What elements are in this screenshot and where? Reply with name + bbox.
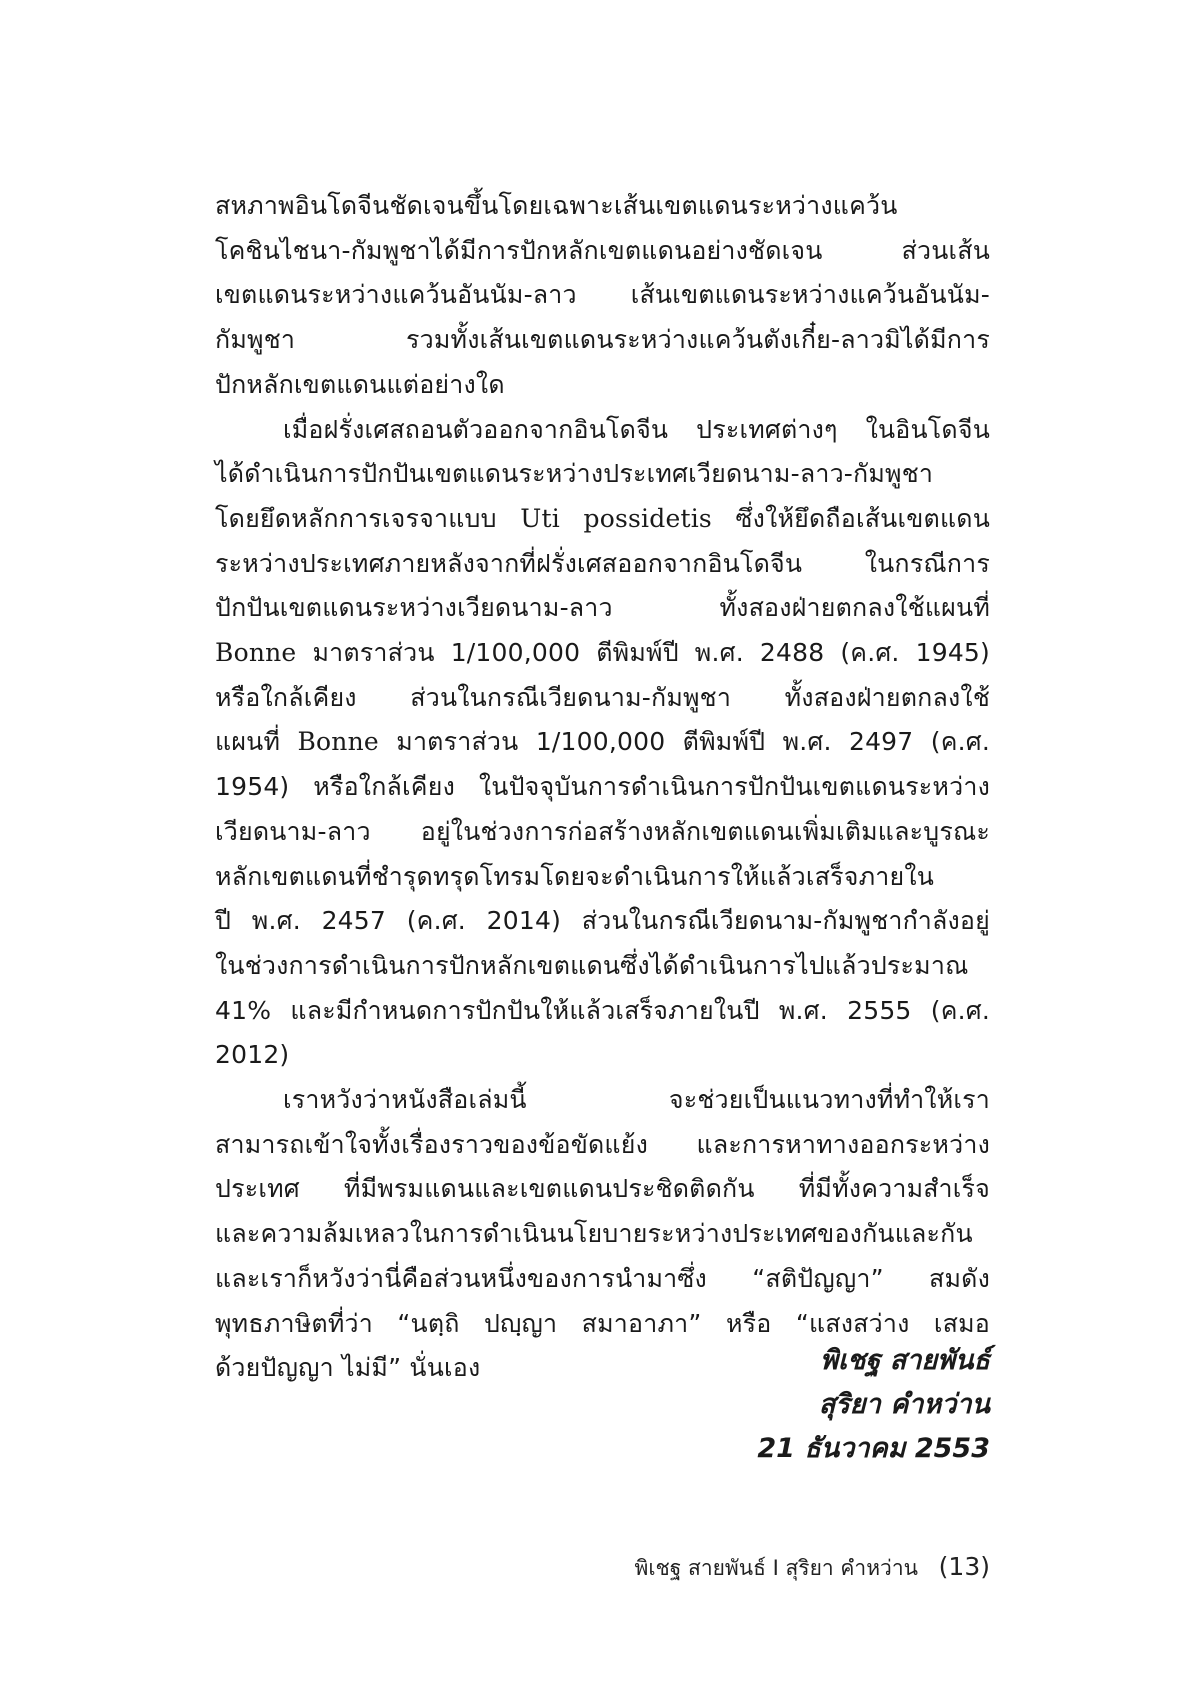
text-line: หรือใกล้เคียง ส่วนในกรณีเวียดนาม-กัมพูชา ทั้งสองฝ่ายตกลงใช้ <box>215 682 990 712</box>
text-line: เขตแดนระหว่างแคว้นอันนัม-ลาว เส้นเขตแดนระหว่างแคว้นอันนัม- <box>215 280 990 310</box>
page-footer <box>634 1552 990 1585</box>
text-line: 2012) <box>215 1040 290 1070</box>
text-line: โดยยึดหลักการเจรจาแบบ Uti possidetis ซึ่งให้ยึดถือเส้นเขตแดน <box>215 503 990 533</box>
text-line: ปี พ.ศ. 2457 (ค.ศ. 2014) ส่วนในกรณีเวียดนาม-กัมพูชากำลังอยู่ <box>215 906 990 936</box>
text-line: ระหว่างประเทศภายหลังจากที่ฝรั่งเศสออกจากอินโดจีน ในกรณีการ <box>215 548 990 578</box>
author-name: พิเชฐ สายพันธ์ <box>820 1345 990 1376</box>
text-line: กัมพูชา รวมทั้งเส้นเขตแดนระหว่างแคว้นตังเกี๋ย-ลาวมิได้มีการ <box>215 325 990 355</box>
text-line: ด้วยปัญญา ไม่มี” นั่นเอง <box>215 1353 481 1383</box>
text-line: 1954) หรือใกล้เคียง ในปัจจุบันการดำเนินการปักปันเขตแดนระหว่าง <box>215 772 990 802</box>
running-head: พิเชฐ สายพันธ์ I สุริยา คำหว่าน <box>634 1556 918 1580</box>
text-line: แผนที่ Bonne มาตราส่วน 1/100,000 ตีพิมพ์ปี พ.ศ. 2497 (ค.ศ. <box>215 727 990 757</box>
text-line: ปักปันเขตแดนระหว่างเวียดนาม-ลาว ทั้งสองฝ่ายตกลงใช้แผนที่ <box>215 593 990 623</box>
paragraph-start-line: เราหวังว่าหนังสือเล่มนี้ จะช่วยเป็นแนวทางที่ทำให้เรา <box>283 1085 990 1115</box>
text-line: พุทธภาษิตที่ว่า “นตฺถิ ปญฺญา สมาอาภา” หรือ “แสงสว่าง เสมอ <box>215 1308 990 1338</box>
text-line: และเราก็หวังว่านี่คือส่วนหนึ่งของการนำมาซึ่ง “สติปัญญา” สมดัง <box>215 1263 990 1293</box>
signature-date: 21 ธันวาคม 2553 <box>757 1433 990 1464</box>
text-line: และความล้มเหลวในการดำเนินนโยบายระหว่างประเทศของกันและกัน <box>215 1219 973 1249</box>
text-line: ในช่วงการดำเนินการปักหลักเขตแดนซึ่งได้ดำเนินการไปแล้วประมาณ <box>215 950 969 980</box>
text-line: โคชินไชนา-กัมพูชาได้มีการปักหลักเขตแดนอย่างชัดเจน ส่วนเส้น <box>215 235 990 265</box>
text-line: หลักเขตแดนที่ชำรุดทรุดโทรมโดยจะดำเนินการให้แล้วเสร็จภายใน <box>215 861 935 891</box>
text-line: สามารถเข้าใจทั้งเรื่องราวของข้อขัดแย้ง และการหาทางออกระหว่าง <box>215 1129 990 1159</box>
paragraph-start-line: เมื่อฝรั่งเศสถอนตัวออกจากอินโดจีน ประเทศต่างๆ ในอินโดจีน <box>283 414 990 444</box>
text-line: ปักหลักเขตแดนแต่อย่างใด <box>215 369 505 399</box>
page-number: (13) <box>938 1552 990 1581</box>
author-name: สุริยา คำหว่าน <box>818 1389 990 1420</box>
text-line: เวียดนาม-ลาว อยู่ในช่วงการก่อสร้างหลักเขตแดนเพิ่มเติมและบูรณะ <box>215 816 990 846</box>
text-line: 41% และมีกำหนดการปักปันให้แล้วเสร็จภายในปี พ.ศ. 2555 (ค.ศ. <box>215 995 990 1025</box>
text-line: Bonne มาตราส่วน 1/100,000 ตีพิมพ์ปี พ.ศ. 2488 (ค.ศ. 1945) <box>215 638 990 668</box>
signature-block <box>757 1339 990 1471</box>
text-line: ได้ดำเนินการปักปันเขตแดนระหว่างประเทศเวียดนาม-ลาว-กัมพูชา <box>215 459 934 489</box>
text-line: สหภาพอินโดจีนชัดเจนขึ้นโดยเฉพาะเส้นเขตแดนระหว่างแคว้น <box>215 191 898 220</box>
body-text <box>215 184 990 1391</box>
text-line: ประเทศ ที่มีพรมแดนและเขตแดนประชิดติดกัน ที่มีทั้งความสำเร็จ <box>215 1174 990 1204</box>
